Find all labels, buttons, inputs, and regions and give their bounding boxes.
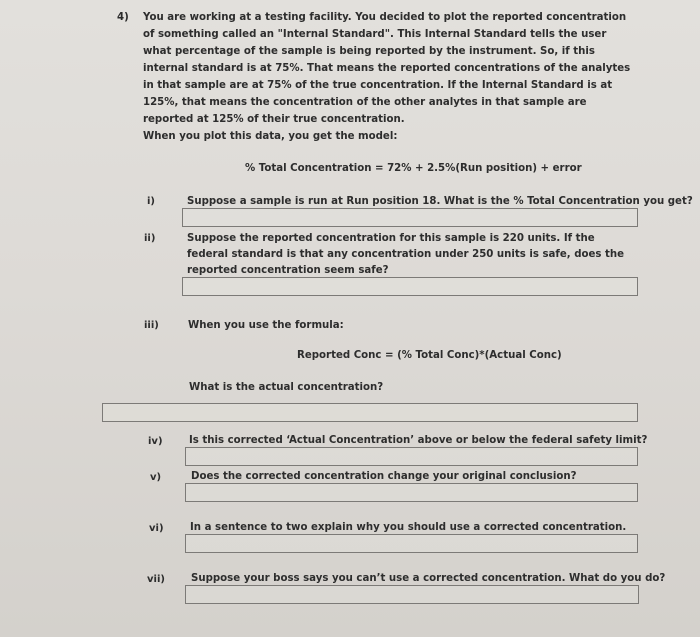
question-number: 4) xyxy=(117,12,129,23)
part-i-label: i) xyxy=(147,196,155,207)
part-i-answer-box[interactable] xyxy=(182,208,638,227)
part-ii-label: ii) xyxy=(144,233,156,244)
part-iii-label: iii) xyxy=(144,320,159,331)
part-iv-answer-box[interactable] xyxy=(185,447,638,466)
part-v-question: Does the corrected concentration change your original conclusion? xyxy=(191,471,577,482)
part-vi-question: In a sentence to two explain why you should use a corrected concentration. xyxy=(190,522,627,533)
part-iii-answer-box[interactable] xyxy=(102,403,638,422)
part-vi-label: vi) xyxy=(149,523,164,534)
part-v-label: v) xyxy=(150,472,162,483)
part-vi-answer-box[interactable] xyxy=(185,534,638,553)
model-lead-text: When you plot this data, you get the model: xyxy=(143,131,398,142)
part-vii-question: Suppose your boss says you can’t use a corrected concentration. What do you do? xyxy=(191,573,666,584)
part-ii-question: Suppose the reported concentration for this sample is 220 units. If the federal standard is that any concentration under 250 units is safe, does the reported concentration seem safe? xyxy=(187,233,625,276)
part-ii-answer-box[interactable] xyxy=(182,277,638,296)
model-equation: % Total Concentration = 72% + 2.5%(Run position) + error xyxy=(245,163,582,174)
part-i-question: Suppose a sample is run at Run position 18. What is the % Total Concentration you get? xyxy=(187,196,693,207)
question-intro: You are working at a testing facility. You decided to plot the reported concentration of something called an "Internal Standard". This Internal Standard tells the user what percentage of the sample is being reported by the instrument. So, if this internal standard is at 75%. That means the reported concentrations of the analytes in that sample are at 75% of the true concentration. If the Internal Standard is at 125%, that means the concentration of the other analytes in that sample are reported at 125% of their true concentration. xyxy=(143,12,631,125)
part-iii-formula: Reported Conc = (% Total Conc)*(Actual Conc) xyxy=(297,350,562,361)
part-iv-question: Is this corrected ‘Actual Concentration’ above or below the federal safety limit? xyxy=(189,435,648,446)
part-v-answer-box[interactable] xyxy=(185,483,638,502)
part-vii-label: vii) xyxy=(147,574,165,585)
part-iii-question: When you use the formula: xyxy=(188,320,344,331)
part-iv-label: iv) xyxy=(148,436,163,447)
part-vii-answer-box[interactable] xyxy=(185,585,639,604)
part-iii-followup: What is the actual concentration? xyxy=(189,382,384,393)
